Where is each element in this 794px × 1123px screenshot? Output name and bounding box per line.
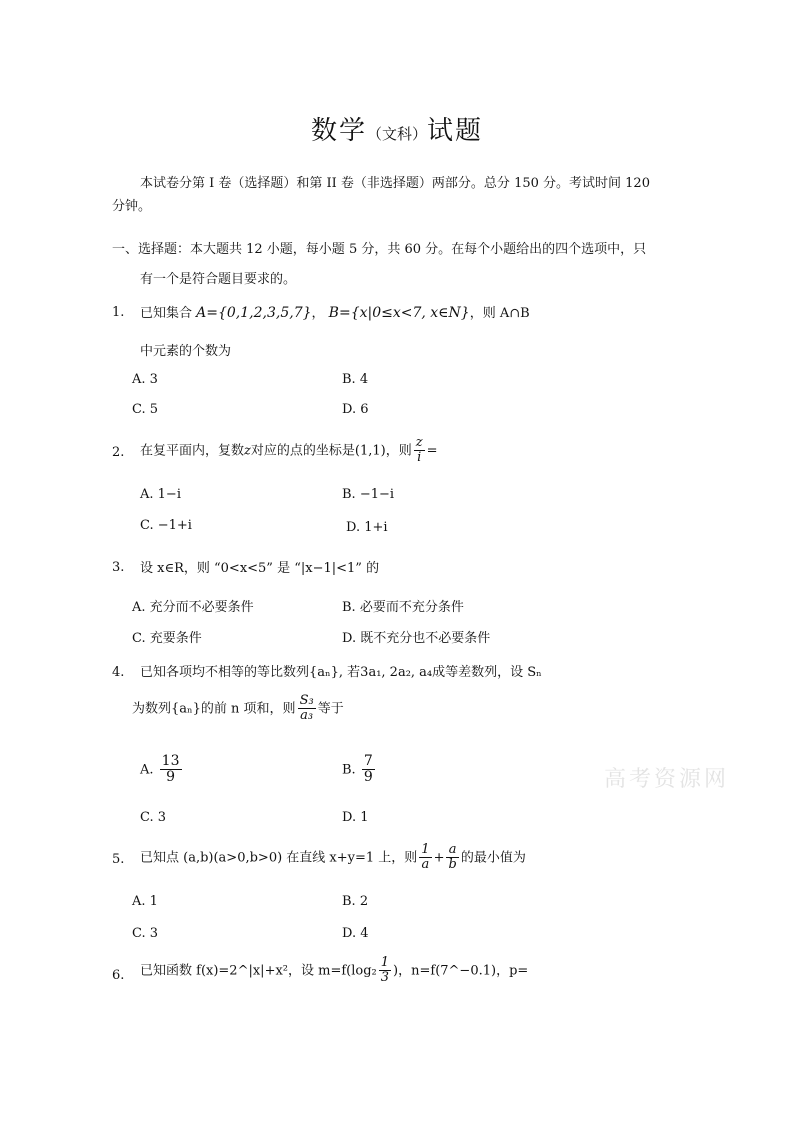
q1-option-a: A. 3 bbox=[132, 372, 158, 387]
q5-option-d: D. 4 bbox=[342, 926, 369, 941]
q5-pre: 已知点 (a,b)(a>0,b>0) 在直线 x+y=1 上，则 bbox=[140, 850, 418, 866]
q5-stem bbox=[140, 843, 526, 873]
q5-fraction-1-bottom: a bbox=[421, 857, 430, 873]
q2-option-a: A. 1−i bbox=[140, 487, 181, 502]
q2-mid: 对应的点的坐标是 bbox=[250, 443, 355, 459]
q2-number: 2. bbox=[112, 445, 125, 460]
q2-point: (1,1) bbox=[354, 443, 386, 459]
q4-option-a-fraction bbox=[160, 754, 182, 786]
q2-option-b: B. −1−i bbox=[342, 487, 395, 502]
q4-line2-pre: 为数列{aₙ}的前 n 项和，则 bbox=[132, 701, 296, 717]
q4-option-b bbox=[342, 754, 377, 786]
q1-stem bbox=[140, 302, 530, 321]
q4-stem: 已知各项均不相等的等比数列{aₙ}, 若3a₁, 2a₂, a₄成等差数列，设 Sₙ bbox=[140, 665, 542, 680]
q3-stem: 设 x∈R，则 “0<x<5” 是 “|x−1|<1” 的 bbox=[140, 561, 380, 576]
intro-line-1: 本试卷分第 I 卷（选择题）和第 II 卷（非选择题）两部分。总分 150 分。考试时间 120 bbox=[140, 176, 650, 191]
q1-comma: ， bbox=[311, 306, 325, 321]
q2-z: z bbox=[244, 443, 251, 459]
watermark: 高考资源网 bbox=[604, 767, 730, 792]
q3-option-a: A. 充分而不必要条件 bbox=[132, 600, 254, 615]
q4-option-b-top: 7 bbox=[363, 753, 373, 769]
q2-option-d: D. 1+i bbox=[346, 520, 388, 535]
intro-line-2: 分钟。 bbox=[112, 199, 152, 214]
q2-fraction-bottom: i bbox=[417, 450, 422, 466]
q4-option-a bbox=[140, 754, 184, 786]
q4-fraction-top: S₃ bbox=[299, 693, 314, 708]
q5-fraction-1 bbox=[419, 843, 431, 873]
q5-fraction-2-top: a bbox=[446, 843, 458, 858]
q6-post: )，n=f(7^−0.1)，p= bbox=[393, 963, 529, 979]
q4-option-b-fraction bbox=[362, 754, 375, 786]
q2-pre: 在复平面内，复数 bbox=[140, 443, 245, 459]
q1-pre: 已知集合 bbox=[140, 306, 193, 321]
q3-option-d: D. 既不充分也不必要条件 bbox=[342, 631, 491, 646]
q1-set-a: A={0,1,2,3,5,7} bbox=[196, 305, 312, 321]
q4-option-a-label: A. bbox=[140, 762, 154, 778]
title-main-1: 数学 bbox=[310, 116, 367, 146]
q5-option-b: B. 2 bbox=[342, 894, 369, 909]
q5-fraction-2-bottom: b bbox=[448, 857, 457, 873]
q2-stem bbox=[140, 436, 438, 466]
q6-stem bbox=[140, 956, 528, 986]
q6-pre: 已知函数 f(x)=2^|x|+x²，设 m=f(log₂ bbox=[140, 963, 377, 979]
q3-option-c: C. 充要条件 bbox=[132, 631, 202, 646]
q6-number: 6. bbox=[112, 968, 125, 983]
q2-fraction bbox=[414, 436, 425, 466]
q5-number: 5. bbox=[112, 852, 125, 867]
q1-option-b: B. 4 bbox=[342, 372, 369, 387]
q5-fraction-1-top: 1 bbox=[421, 842, 430, 857]
q6-fraction bbox=[379, 956, 391, 986]
q1-option-d: D. 6 bbox=[342, 402, 369, 417]
q5-option-a: A. 1 bbox=[132, 894, 158, 909]
title-main-2: 试题 bbox=[427, 116, 484, 146]
page-title bbox=[0, 110, 794, 147]
q1-number: 1. bbox=[112, 305, 125, 320]
q4-option-d: D. 1 bbox=[342, 810, 369, 825]
q4-option-c: C. 3 bbox=[140, 810, 167, 825]
q5-fraction-2 bbox=[446, 843, 458, 873]
q5-option-c: C. 3 bbox=[132, 926, 159, 941]
q4-option-b-label: B. bbox=[342, 762, 356, 778]
q4-fraction bbox=[298, 694, 316, 724]
q6-fraction-top: 1 bbox=[380, 955, 390, 970]
q1-option-c: C. 5 bbox=[132, 402, 159, 417]
section-line-1: 一、选择题：本大题共 12 小题，每小题 5 分，共 60 分。在每个小题给出的四个选项中，只 bbox=[112, 242, 647, 257]
q2-option-c: C. −1+i bbox=[140, 518, 192, 533]
q5-post: 的最小值为 bbox=[460, 850, 526, 866]
q4-option-a-top: 13 bbox=[161, 753, 180, 769]
q4-line2-post: 等于 bbox=[317, 701, 344, 717]
section-line-2: 有一个是符合题目要求的。 bbox=[140, 272, 297, 287]
q3-option-b: B. 必要而不充分条件 bbox=[342, 600, 464, 615]
q3-number: 3. bbox=[112, 560, 125, 575]
q6-fraction-bottom: 3 bbox=[380, 970, 390, 986]
q4-number: 4. bbox=[112, 665, 125, 680]
title-paren: （文科） bbox=[366, 125, 427, 143]
q5-plus: + bbox=[433, 850, 445, 866]
q2-then: ，则 bbox=[385, 443, 412, 459]
q4-option-a-bottom: 9 bbox=[166, 769, 176, 786]
q1-mid: ，则 A∩B bbox=[469, 306, 530, 321]
q4-option-b-bottom: 9 bbox=[363, 769, 373, 786]
q4-fraction-bottom: a₃ bbox=[300, 708, 314, 724]
q2-fraction-top: z bbox=[415, 435, 423, 450]
q4-stem-line-2 bbox=[132, 694, 344, 724]
q1-set-b: B={x|0≤x<7, x∈N} bbox=[328, 305, 470, 321]
q2-equals: = bbox=[426, 443, 438, 459]
q1-stem-line-2: 中元素的个数为 bbox=[140, 344, 232, 359]
